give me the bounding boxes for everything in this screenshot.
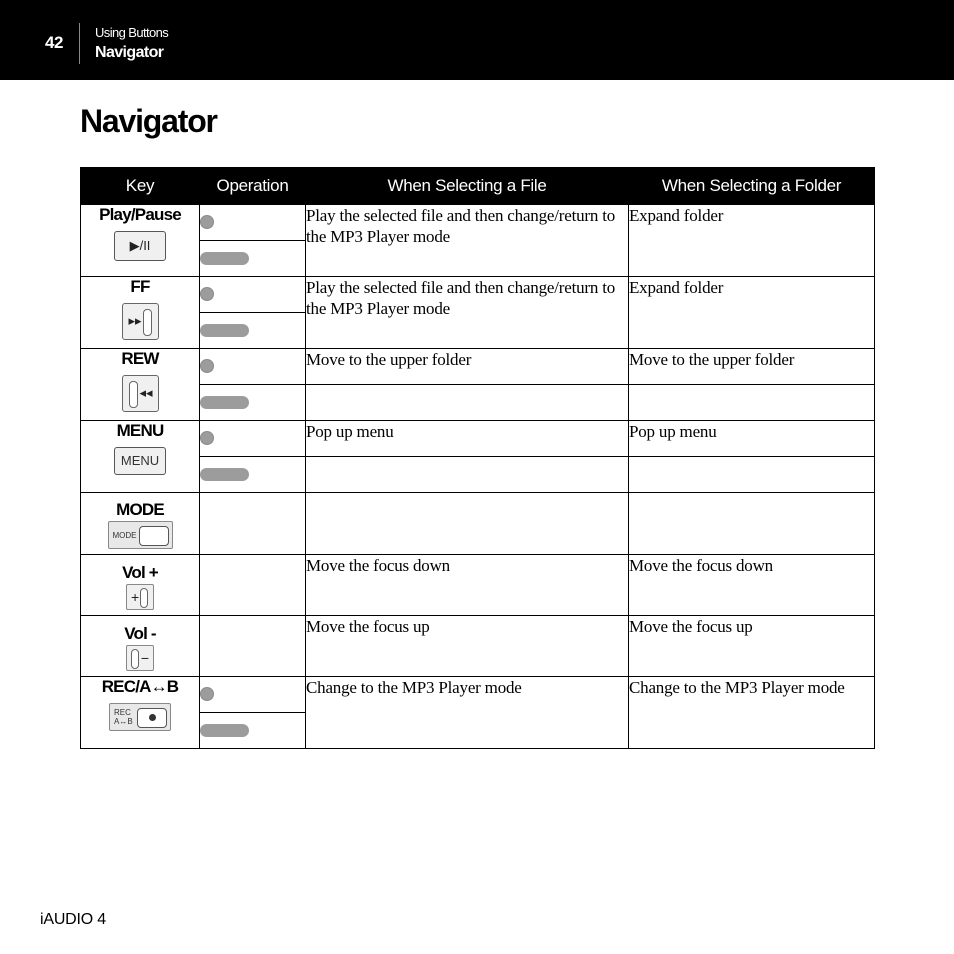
fast-forward-glyph-icon: ▸▸ — [128, 313, 142, 328]
page-title: Navigator — [80, 103, 217, 139]
short-press-dot-icon — [200, 431, 214, 445]
table-header-row — [81, 168, 875, 205]
key-cell — [81, 421, 200, 493]
operation-short-press — [200, 421, 306, 457]
folder-action-cell: Pop up menu — [629, 421, 875, 457]
operation-short-press — [200, 277, 306, 313]
rewind-button-icon — [122, 375, 159, 412]
file-action-cell: Play the selected file and then change/return to the MP3 Player mode — [306, 277, 629, 349]
operation-long-press — [200, 313, 306, 349]
mode-switch-icon: MODE — [108, 521, 173, 549]
file-action-cell: Move the focus down — [306, 555, 629, 616]
key-label: Vol + — [122, 563, 158, 582]
key-cell — [81, 555, 200, 616]
operation-cell — [200, 555, 306, 616]
column-header-operation: Operation — [200, 168, 306, 205]
long-press-bar-icon — [200, 252, 249, 265]
long-press-bar-icon — [200, 468, 249, 481]
folder-action-cell: Expand folder — [629, 205, 875, 277]
operation-long-press — [200, 457, 306, 493]
operation-short-press — [200, 349, 306, 385]
file-action-cell: Play the selected file and then change/return to the MP3 Player mode — [306, 205, 629, 277]
key-cell — [81, 493, 200, 555]
key-label: REC/A↔B — [101, 677, 179, 696]
rewind-glyph-icon: ◂◂ — [139, 385, 153, 400]
key-label: REW — [121, 349, 159, 368]
file-action-cell: Change to the MP3 Player mode — [306, 677, 629, 749]
operation-short-press — [200, 205, 306, 241]
long-press-bar-icon — [200, 324, 249, 337]
empty-cell — [629, 385, 875, 421]
long-press-bar-icon — [200, 724, 249, 737]
short-press-dot-icon — [200, 287, 214, 301]
key-cell — [81, 205, 200, 277]
column-header-file: When Selecting a File — [306, 168, 629, 205]
key-label: Vol - — [124, 624, 156, 643]
short-press-dot-icon — [200, 359, 214, 373]
page-header-bar — [0, 0, 954, 80]
key-cell — [81, 677, 200, 749]
folder-action-cell: Expand folder — [629, 277, 875, 349]
fast-forward-button-icon — [122, 303, 159, 340]
folder-action-cell — [629, 493, 875, 555]
operation-cell — [200, 493, 306, 555]
key-cell — [81, 616, 200, 677]
key-label: FF — [130, 277, 150, 296]
file-action-cell: Move the focus up — [306, 616, 629, 677]
table-row — [81, 205, 875, 241]
column-header-folder: When Selecting a Folder — [629, 168, 875, 205]
key-cell — [81, 349, 200, 421]
footer-product-name: iAUDIO 4 — [40, 911, 106, 928]
table-row — [81, 349, 875, 385]
long-press-bar-icon — [200, 396, 249, 409]
folder-action-cell: Move to the upper folder — [629, 349, 875, 385]
key-cell — [81, 277, 200, 349]
file-action-cell: Move to the upper folder — [306, 349, 629, 385]
page-number: 42 — [45, 33, 63, 52]
table-row — [81, 385, 875, 421]
table-row — [81, 421, 875, 457]
subsection-name: Navigator — [95, 44, 164, 61]
operation-long-press — [200, 713, 306, 749]
rec-ab-switch-icon: REC A↔B — [109, 703, 171, 731]
folder-action-cell: Change to the MP3 Player mode — [629, 677, 875, 749]
operation-long-press — [200, 241, 306, 277]
key-label: MENU — [116, 421, 164, 440]
volume-up-button-icon: + — [126, 584, 154, 610]
empty-cell — [306, 457, 629, 493]
folder-action-cell: Move the focus up — [629, 616, 875, 677]
table-row — [81, 555, 875, 616]
table-row — [81, 616, 875, 677]
table-row — [81, 277, 875, 313]
operation-long-press — [200, 385, 306, 421]
file-action-cell — [306, 493, 629, 555]
operation-cell — [200, 616, 306, 677]
header-divider — [79, 23, 80, 64]
section-name: Using Buttons — [95, 25, 169, 40]
volume-down-button-icon: − — [126, 645, 154, 671]
key-label: Play/Pause — [99, 205, 181, 224]
key-label: MODE — [116, 500, 164, 519]
short-press-dot-icon — [200, 215, 214, 229]
table-row — [81, 677, 875, 713]
empty-cell — [629, 457, 875, 493]
operation-short-press — [200, 677, 306, 713]
column-header-key: Key — [81, 168, 200, 205]
table-row — [81, 493, 875, 555]
empty-cell — [306, 385, 629, 421]
navigator-table — [80, 167, 875, 749]
short-press-dot-icon — [200, 687, 214, 701]
play-pause-button-icon: ▶/II — [114, 231, 166, 261]
file-action-cell: Pop up menu — [306, 421, 629, 457]
folder-action-cell: Move the focus down — [629, 555, 875, 616]
menu-button-icon: MENU — [114, 447, 166, 475]
table-row — [81, 457, 875, 493]
